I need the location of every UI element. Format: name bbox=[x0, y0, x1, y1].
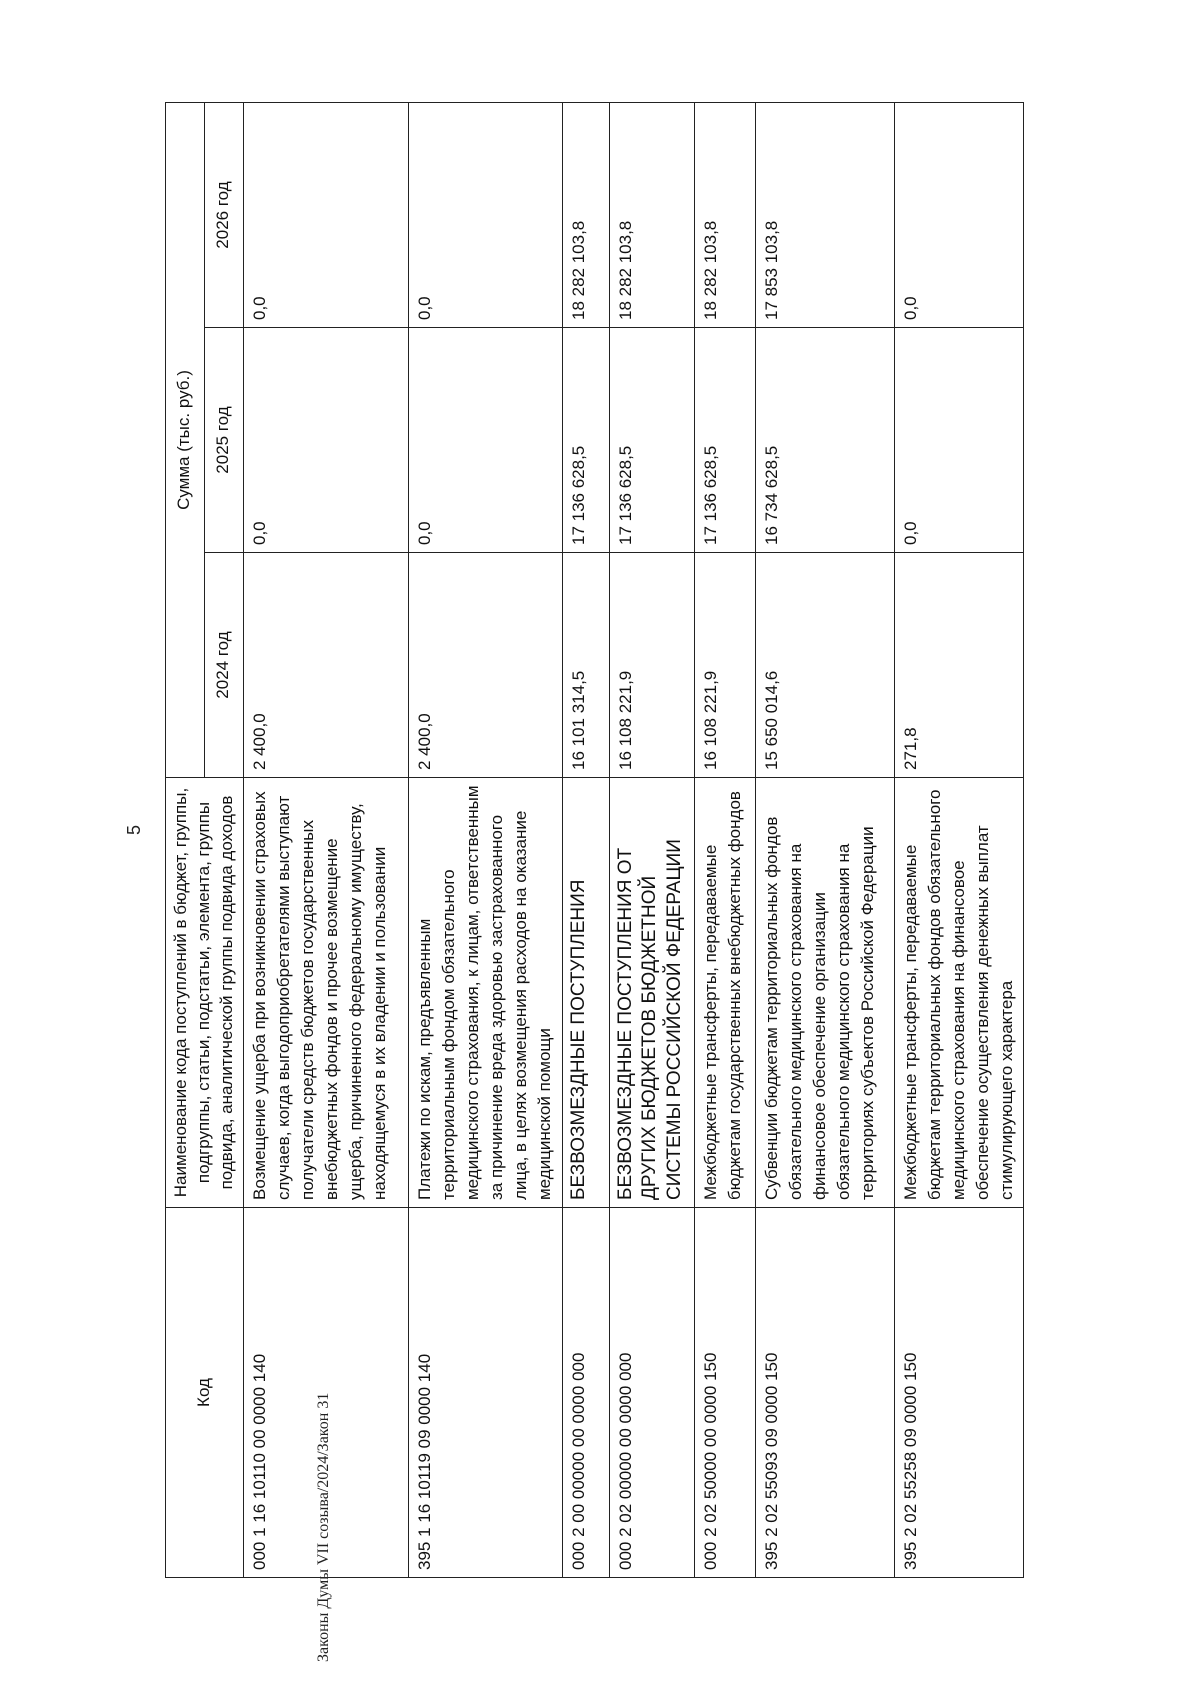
table-row bbox=[408, 103, 562, 1578]
row-value-2025: 0,0 bbox=[408, 328, 562, 553]
header-year-2026: 2026 год bbox=[204, 103, 243, 328]
row-value-2025: 17 136 628,5 bbox=[562, 328, 609, 553]
row-code: 395 1 16 10119 09 0000 140 bbox=[408, 1208, 562, 1578]
table-row bbox=[694, 103, 755, 1578]
row-value-2026: 0,0 bbox=[243, 103, 408, 328]
row-value-2024: 2 400,0 bbox=[408, 553, 562, 778]
row-name: Субвенции бюджетам территориальных фондов обязательного медицинского страхования на финансовое обеспечение организации обязательного медицинского страхования на территориях субъектов Российской Федерации bbox=[755, 778, 894, 1208]
header-year-2024: 2024 год bbox=[204, 553, 243, 778]
table-row bbox=[894, 103, 1024, 1578]
row-name: Возмещение ущерба при возникновении страховых случаев, когда выгодоприобретателями выступают получатели средств бюджетов государственных внебюджетных фондов и прочее возмещение ущерба, причиненного федеральному имуществу, находящемуся в их владении и пользовании bbox=[243, 778, 408, 1208]
table-row bbox=[609, 103, 694, 1578]
row-code: 000 2 00 00000 00 0000 000 bbox=[562, 1208, 609, 1578]
row-value-2025: 17 136 628,5 bbox=[609, 328, 694, 553]
row-value-2024: 2 400,0 bbox=[243, 553, 408, 778]
revenue-table bbox=[165, 102, 1024, 1578]
row-code: 395 2 02 55258 09 0000 150 bbox=[894, 1208, 1024, 1578]
header-year-2025: 2025 год bbox=[204, 328, 243, 553]
row-value-2026: 17 853 103,8 bbox=[755, 103, 894, 328]
document-footer: Законы Думы VII созыва/2024/Закон 31 bbox=[315, 1392, 332, 1662]
row-value-2026: 0,0 bbox=[408, 103, 562, 328]
row-value-2024: 16 108 221,9 bbox=[694, 553, 755, 778]
row-value-2024: 271,8 bbox=[894, 553, 1024, 778]
row-value-2024: 16 108 221,9 bbox=[609, 553, 694, 778]
header-name: Наименование кода поступлений в бюджет, группы, подгруппы, статьи, подстатьи, элемента, группы подвида, аналитической группы подвида доходов bbox=[166, 778, 244, 1208]
header-code: Код bbox=[166, 1208, 244, 1578]
table-row bbox=[562, 103, 609, 1578]
table-row bbox=[755, 103, 894, 1578]
row-value-2025: 0,0 bbox=[894, 328, 1024, 553]
row-name: Межбюджетные трансферты, передаваемые бюджетам государственных внебюджетных фондов bbox=[694, 778, 755, 1208]
row-value-2026: 18 282 103,8 bbox=[562, 103, 609, 328]
row-code: 000 1 16 10110 00 0000 140 bbox=[243, 1208, 408, 1578]
row-code: 395 2 02 55093 09 0000 150 bbox=[755, 1208, 894, 1578]
table-header-row bbox=[166, 103, 205, 1578]
row-value-2026: 18 282 103,8 bbox=[694, 103, 755, 328]
rotated-table-container bbox=[165, 103, 1065, 1578]
row-value-2026: 0,0 bbox=[894, 103, 1024, 328]
row-value-2025: 16 734 628,5 bbox=[755, 328, 894, 553]
row-name: Межбюджетные трансферты, передаваемые бюджетам территориальных фондов обязательного медицинского страхования на финансовое обеспечение осуществления денежных выплат стимулирующего характера bbox=[894, 778, 1024, 1208]
row-value-2024: 16 101 314,5 bbox=[562, 553, 609, 778]
row-name: БЕЗВОЗМЕЗДНЫЕ ПОСТУПЛЕНИЯ bbox=[562, 778, 609, 1208]
page-number: 5 bbox=[124, 824, 144, 835]
row-name: БЕЗВОЗМЕЗДНЫЕ ПОСТУПЛЕНИЯ ОТ ДРУГИХ БЮДЖЕТОВ БЮДЖЕТНОЙ СИСТЕМЫ РОССИЙСКОЙ ФЕДЕРАЦИИ bbox=[609, 778, 694, 1208]
row-value-2026: 18 282 103,8 bbox=[609, 103, 694, 328]
table-row bbox=[243, 103, 408, 1578]
row-value-2025: 0,0 bbox=[243, 328, 408, 553]
row-code: 000 2 02 00000 00 0000 000 bbox=[609, 1208, 694, 1578]
row-value-2024: 15 650 014,6 bbox=[755, 553, 894, 778]
header-sum: Сумма (тыс. руб.) bbox=[166, 103, 205, 778]
row-name: Платежи по искам, предъявленным территориальным фондом обязательного медицинского страхования, к лицам, ответственным за причинение вреда здоровью застрахованного лица, в целях возмещения расходов на оказание медицинской помощи bbox=[408, 778, 562, 1208]
row-value-2025: 17 136 628,5 bbox=[694, 328, 755, 553]
row-code: 000 2 02 50000 00 0000 150 bbox=[694, 1208, 755, 1578]
